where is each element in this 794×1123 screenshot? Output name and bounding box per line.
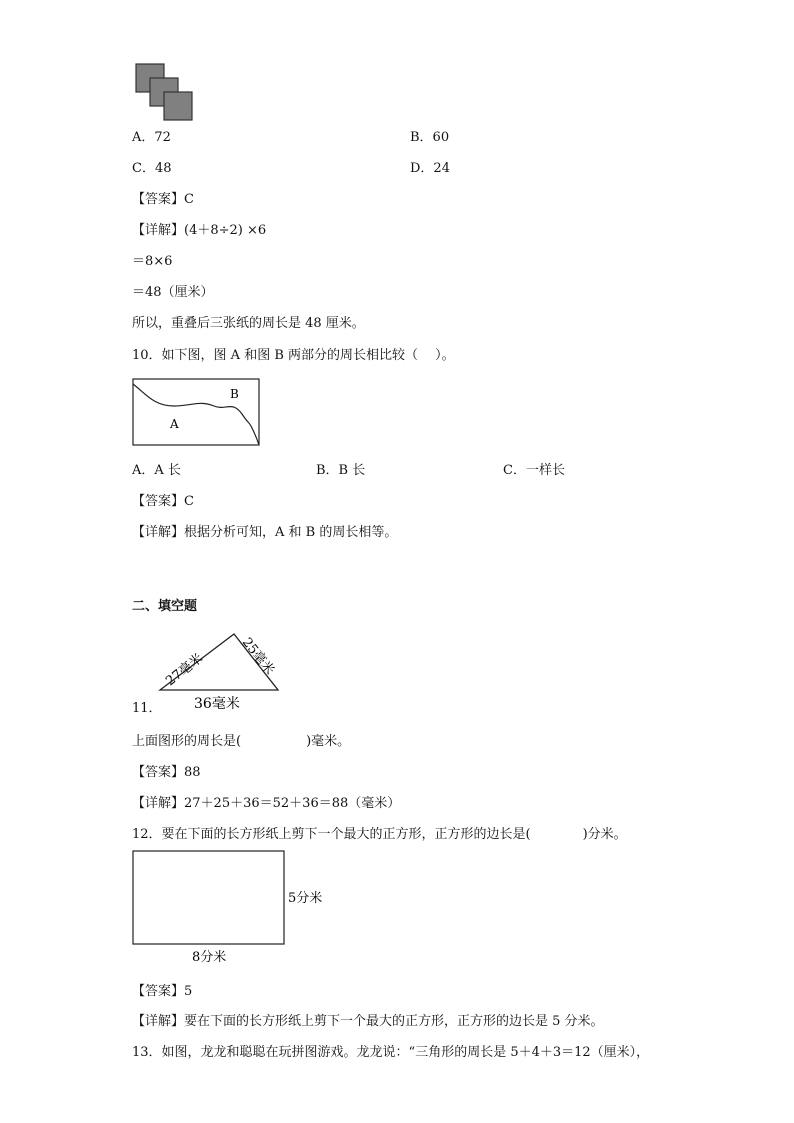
q12-detail: 【详解】要在下面的长方形纸上剪下一个最大的正方形，正方形的边长是 5 分米。 (132, 1014, 604, 1029)
q12-answer: 【答案】5 (132, 984, 193, 999)
q12-height-label: 5分米 (288, 891, 323, 906)
q11-detail: 【详解】27＋25＋36＝52＋36＝88（毫米） (132, 796, 401, 811)
q10-option-b: B．B 长 (316, 463, 366, 478)
q9-option-c: C．48 (132, 161, 172, 176)
q9-conclusion: 所以，重叠后三张纸的周长是 48 厘米。 (132, 316, 365, 331)
q9-step-2: ＝48（厘米） (132, 285, 214, 300)
q12-width-label: 8分米 (192, 950, 227, 965)
q10-label-a: A (170, 417, 179, 431)
q11-question: 上面图形的周长是( )毫米。 (132, 734, 351, 749)
q10-label-b: B (230, 387, 239, 401)
q10-option-c: C．一样长 (503, 463, 565, 478)
q12-question: 12．要在下面的长方形纸上剪下一个最大的正方形，正方形的边长是( )分米。 (132, 827, 627, 842)
q11-side-bottom: 36毫米 (194, 696, 240, 712)
q11-triangle-figure (150, 628, 290, 712)
q13-question: 13．如图，龙龙和聪聪在玩拼图游戏。龙龙说：“三角形的周长是 5＋4＋3＝12（厘米）， (132, 1045, 650, 1060)
q9-answer: 【答案】C (132, 192, 194, 207)
q10-question: 10．如下图，图 A 和图 B 两部分的周长相比较（ ）。 (132, 348, 455, 363)
q10-detail: 【详解】根据分析可知，A 和 B 的周长相等。 (132, 525, 398, 540)
q9-step-1: ＝8×6 (132, 254, 173, 269)
q11-side-left: 27毫米 (163, 651, 206, 690)
q10-answer: 【答案】C (132, 494, 194, 509)
q9-option-b: B．60 (410, 130, 450, 145)
q11-number: 11． (132, 701, 162, 716)
q11-side-right: 25毫米 (238, 635, 277, 678)
q9-option-a: A．72 (132, 130, 171, 145)
q12-rectangle-figure (132, 850, 332, 968)
section-title: 二、填空题 (132, 599, 198, 614)
q10-rectangle-figure (132, 378, 262, 448)
q11-answer: 【答案】88 (132, 765, 201, 780)
q10-option-a: A．A 长 (132, 463, 181, 478)
overlapping-squares-figure (134, 62, 196, 124)
q9-option-d: D．24 (410, 161, 450, 176)
q9-detail: 【详解】(4＋8÷2) ×6 (132, 223, 267, 238)
